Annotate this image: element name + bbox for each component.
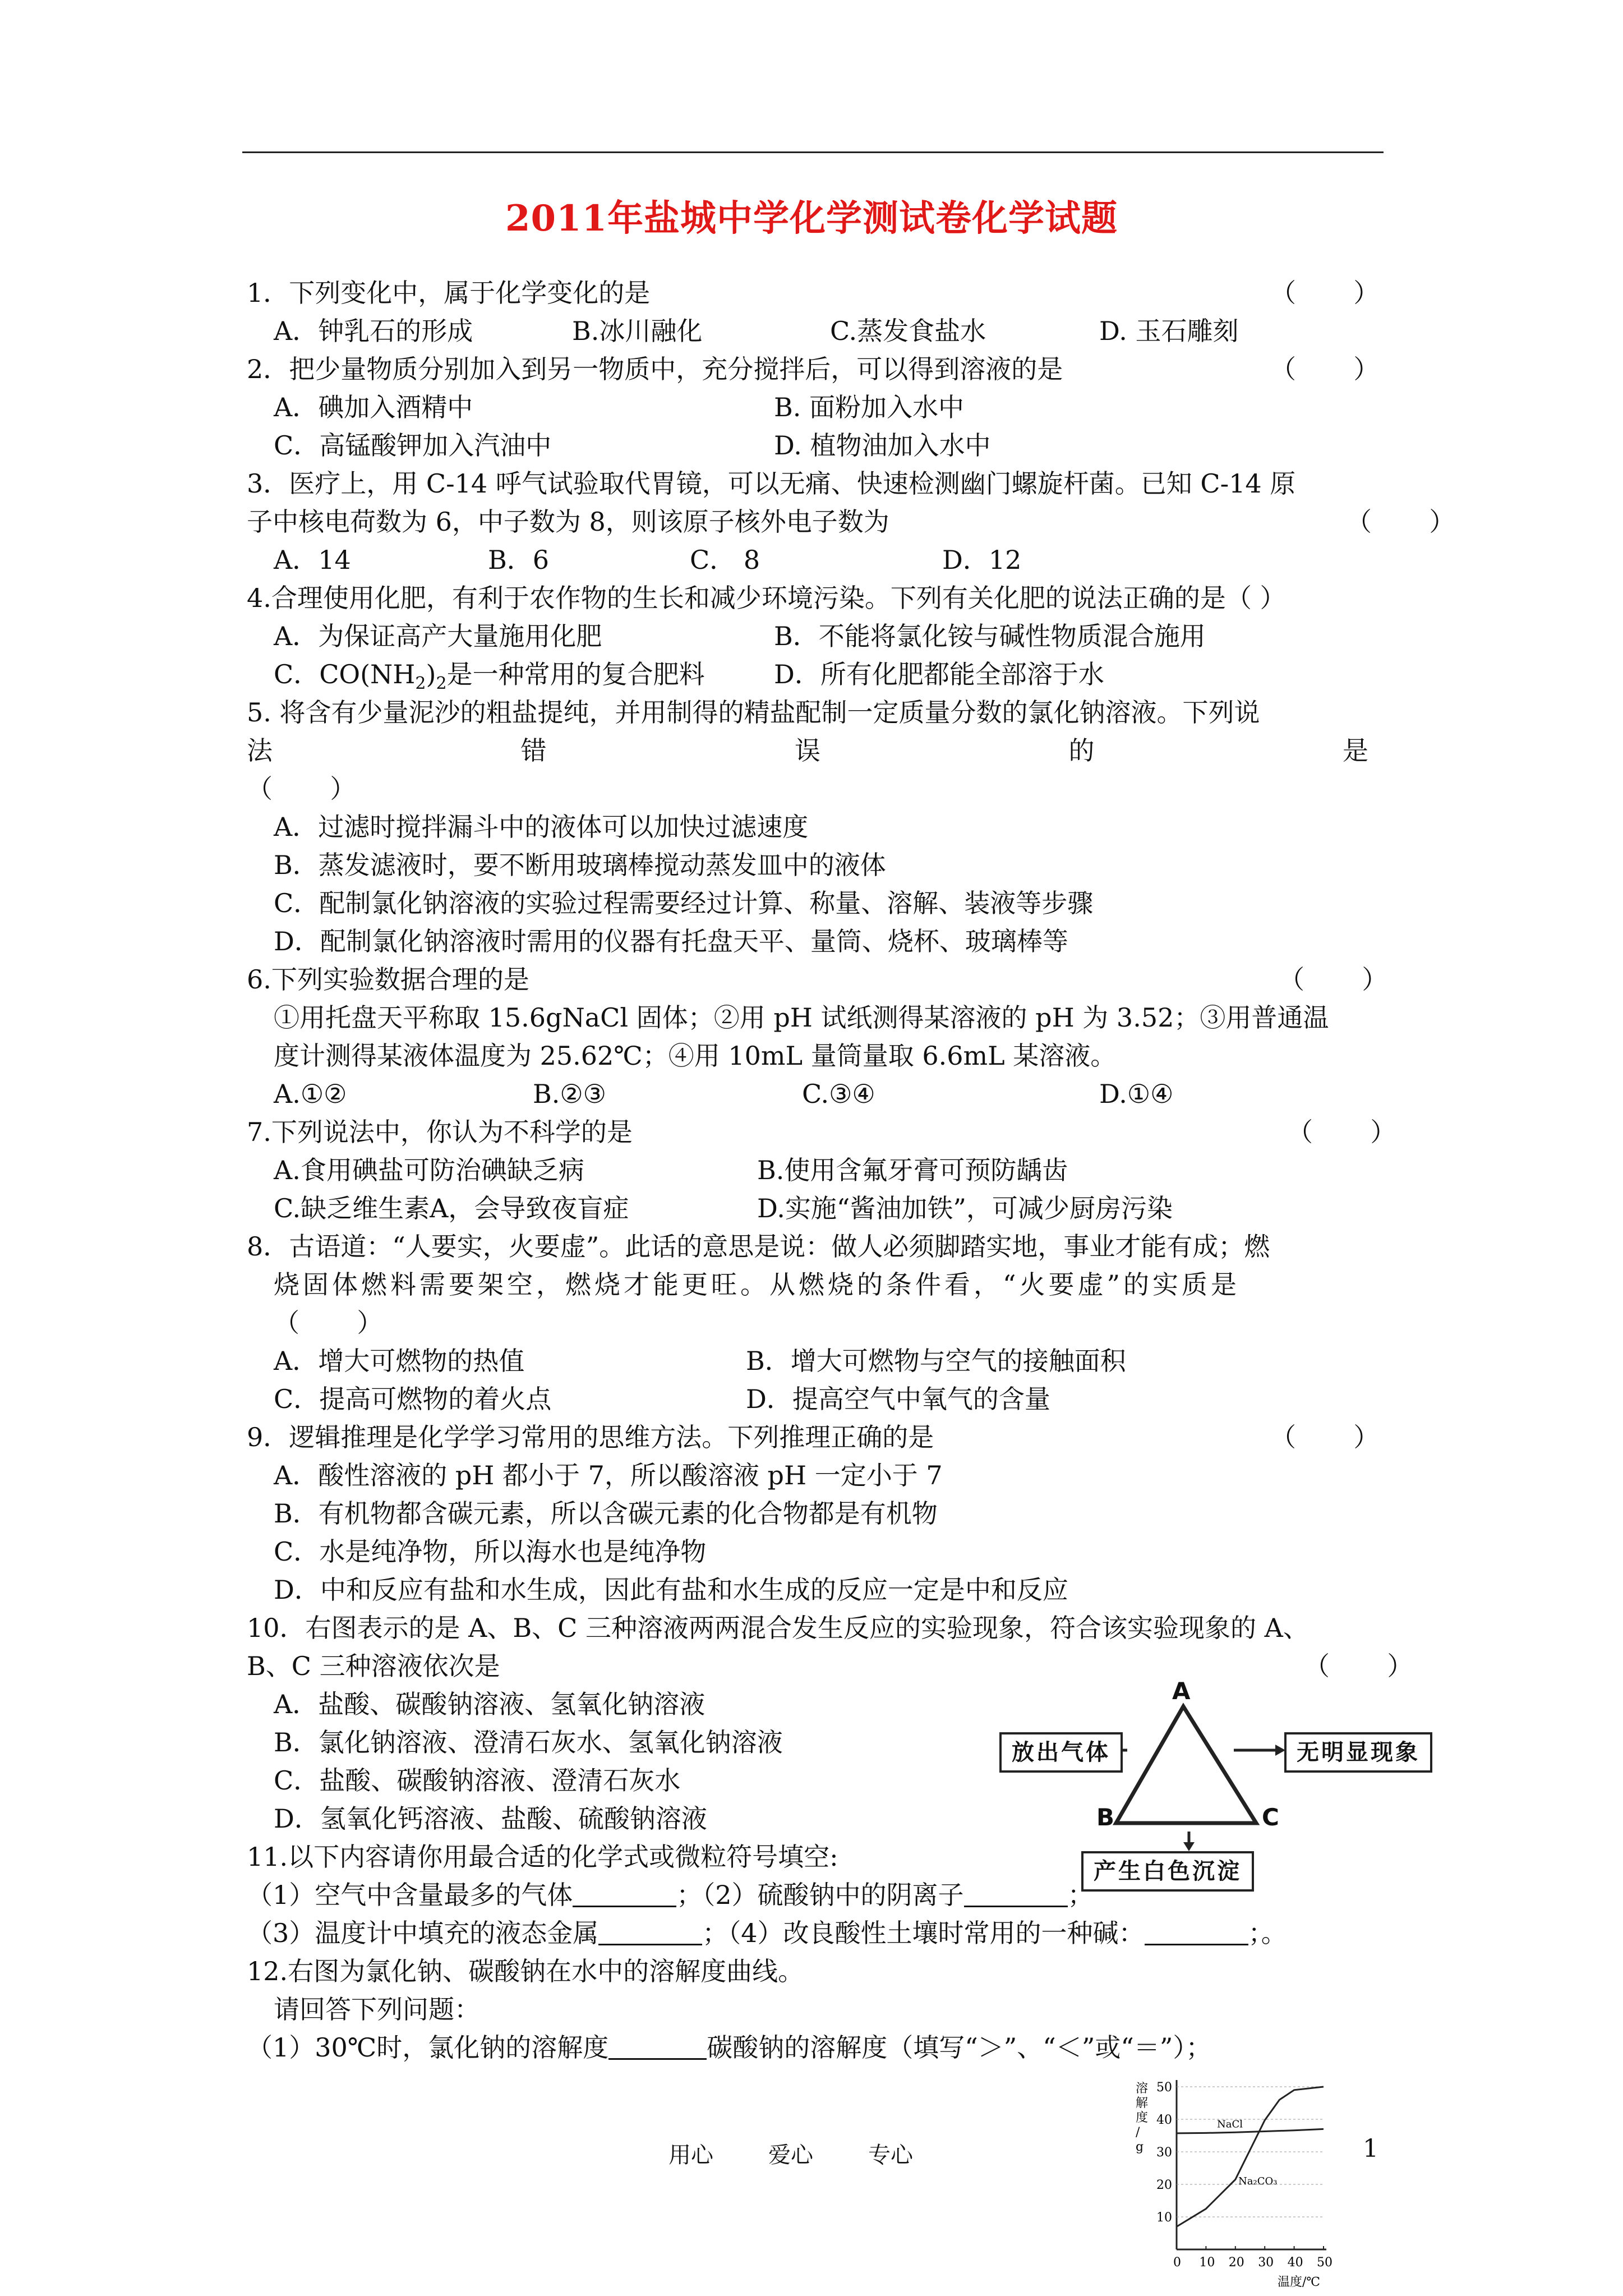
q4-c-end: 是一种常用的复合肥料: [446, 659, 705, 689]
series-line-0: [1177, 2129, 1324, 2133]
q2-stem: 2．把少量物质分别加入到另一物质中，充分搅拌后，可以得到溶液的是: [247, 354, 1063, 384]
q4-option-b: B．不能将氯化铵与碱性物质混合施用: [774, 621, 1206, 651]
q2-option-b: B. 面粉加入水中: [774, 392, 965, 422]
q6-option-b: B.②③: [533, 1079, 606, 1109]
q11-part4: ；（4）改良酸性土壤时常用的一种碱：: [702, 1918, 1145, 1948]
q8-stem-line2: 烧固体燃料需要架空，燃烧才能更旺。从燃烧的条件看，“火要虚”的实质是: [274, 1269, 1241, 1300]
chart-ylabel-5: g: [1136, 2140, 1144, 2154]
q3-option-c: C． 8: [690, 545, 760, 575]
x-tick-label-2: 20: [1228, 2256, 1244, 2270]
q12-sub: 请回答下列问题：: [274, 1994, 480, 2024]
x-tick-label-3: 30: [1258, 2256, 1274, 2270]
y-tick-label-0: 10: [1156, 2211, 1172, 2225]
q7-option-b: B.使用含氟牙膏可预防龋齿: [757, 1155, 1068, 1185]
x-tick-label-4: 40: [1287, 2256, 1303, 2270]
q11-blank-3[interactable]: [598, 1919, 702, 1945]
chart-ylabel-2: 解: [1136, 2096, 1149, 2110]
diagram-label-c: C: [1262, 1803, 1279, 1831]
q8-option-a: A．增大可燃物的热值: [274, 1346, 525, 1376]
q2-option-d: D. 植物油加入水中: [774, 430, 991, 461]
q6-option-a: A.①②: [274, 1079, 347, 1109]
series-line-1: [1177, 2087, 1324, 2226]
q6-stem: 6.下列实验数据合理的是: [247, 964, 529, 995]
q6-paren: （ ）: [1279, 964, 1388, 995]
q7-option-c: C.缺乏维生素A，会导致夜盲症: [274, 1193, 629, 1223]
q11-part3: （3）温度计中填充的液态金属: [247, 1918, 599, 1948]
q8-option-d: D．提高空气中氧气的含量: [746, 1384, 1050, 1414]
q10-stem-line1: 10．右图表示的是 A、B、C 三种溶液两两混合发生反应的实验现象，符合该实验现象的 A、: [247, 1613, 1309, 1643]
q4-stem: 4.合理使用化肥，有利于农作物的生长和减少环境污染。下列有关化肥的说法正确的是（ ）: [247, 583, 1286, 613]
q5-stem-line2: [247, 734, 1368, 767]
q12-part1-rest: 碳酸钠的溶解度（填写“＞”、“＜”或“＝”）；: [707, 2032, 1212, 2063]
q5-word-5: 是: [1343, 735, 1368, 766]
q2-paren: （ ）: [1270, 354, 1380, 384]
q11-line2: [247, 1916, 1287, 1950]
q9-option-a: A．酸性溶液的 pH 都小于 7，所以酸溶液 pH 一定小于 7: [274, 1460, 943, 1490]
q5-word-2: 错: [520, 735, 547, 766]
q6-body-line1: ①用托盘天平称取 15.6gNaCl 固体；②用 pH 试纸测得某溶液的 pH 为 3.52；③用普通温: [274, 1002, 1329, 1033]
q6-option-c: C.③④: [802, 1079, 875, 1109]
q12-part1-text: （1）30℃时，氯化钠的溶解度: [247, 2032, 609, 2063]
q1-option-d: D. 玉石雕刻: [1099, 316, 1239, 346]
q8-stem-line1: 8．古语道：“人要实，火要虚”。此话的意思是说：做人必须脚踏实地，事业才能有成；燃: [247, 1231, 1270, 1262]
q4-c-sub2: 2: [436, 674, 447, 693]
x-tick-label-5: 50: [1317, 2256, 1332, 2270]
q10-option-a: A．盐酸、碳酸钠溶液、氢氧化钠溶液: [274, 1689, 706, 1719]
q4-c-sub: 2: [415, 674, 426, 693]
series-label-1: Na₂CO₃: [1238, 2175, 1278, 2187]
q1-paren: （ ）: [1270, 278, 1380, 308]
box-white-precipitate: 产生白色沉淀: [1081, 1851, 1254, 1892]
x-tick-label-0: 0: [1173, 2256, 1181, 2270]
arrow-down-head: [1183, 1842, 1195, 1851]
diagram-label-b: B: [1096, 1803, 1115, 1831]
q11-blank-4[interactable]: [1145, 1919, 1248, 1945]
footer-right: 专心: [868, 2142, 913, 2168]
q5-option-a: A．过滤时搅拌漏斗中的液体可以加快过滤速度: [274, 812, 809, 842]
q6-option-d: D.①④: [1099, 1079, 1174, 1109]
q1-option-c: C.蒸发食盐水: [830, 316, 986, 346]
q3-stem-line1: 3．医疗上，用 C-14 呼气试验取代胃镜，可以无痛、快速检测幽门螺旋杆菌。已知 C-14 原: [247, 468, 1296, 499]
q10-stem-line2: B、C 三种溶液依次是: [247, 1651, 500, 1681]
q11-part4-end: ；。: [1248, 1918, 1287, 1948]
box-no-phenomenon: 无明显现象: [1284, 1732, 1432, 1773]
q2-option-a: A．碘加入酒精中: [274, 392, 473, 422]
q9-paren: （ ）: [1270, 1422, 1380, 1452]
y-tick-label-2: 30: [1156, 2146, 1172, 2160]
y-tick-label-1: 20: [1156, 2178, 1172, 2192]
q4-option-d: D．所有化肥都能全部溶于水: [774, 659, 1104, 689]
q8-paren: （ ）: [274, 1308, 383, 1338]
header-rule: [242, 151, 1384, 153]
q7-option-a: A.食用碘盐可防治碘缺乏病: [274, 1155, 584, 1185]
q1-option-a: A．钟乳石的形成: [274, 316, 473, 346]
series-label-0: NaCl: [1217, 2118, 1243, 2131]
q11-part2-end: ；: [1067, 1880, 1094, 1910]
q6-body-line2: 度计测得某液体温度为 25.62℃；④用 10mL 量筒量取 6.6mL 某溶液。: [274, 1041, 1117, 1071]
q4-c-pre: C．CO(NH: [274, 659, 416, 689]
q11-part1: （1）空气中含量最多的气体: [247, 1880, 573, 1910]
q1-stem: 1．下列变化中，属于化学变化的是: [247, 278, 651, 308]
diagram-label-a: A: [1172, 1677, 1191, 1705]
box-gas-released: 放出气体: [999, 1732, 1123, 1773]
q7-paren: （ ）: [1287, 1117, 1396, 1147]
y-tick-label-4: 50: [1156, 2081, 1172, 2095]
q1-option-b: B.冰川融化: [572, 316, 703, 346]
chart-ylabel-1: 溶: [1136, 2082, 1149, 2096]
q5-word-1: 法: [247, 735, 273, 766]
chart-xlabel: 温度/℃: [1278, 2275, 1321, 2289]
chart-ylabel-3: 度: [1136, 2111, 1149, 2125]
q7-stem: 7.下列说法中，你认为不科学的是: [247, 1117, 633, 1147]
q3-stem-line2: 子中核电荷数为 6，中子数为 8，则该原子核外电子数为: [247, 507, 889, 537]
q11-stem: 11.以下内容请你用最合适的化学式或微粒符号填空:: [247, 1842, 838, 1872]
q3-option-b: B．6: [488, 545, 550, 575]
solubility-chart: [1127, 2070, 1363, 2289]
q8-option-b: B．增大可燃物与空气的接触面积: [746, 1346, 1126, 1376]
x-tick-label-1: 10: [1199, 2256, 1215, 2270]
q2-option-c: C．高锰酸钾加入汽油中: [274, 430, 552, 461]
q5-option-c: C．配制氯化钠溶液的实验过程需要经过计算、称量、溶解、装液等步骤: [274, 888, 1094, 918]
q5-word-4: 的: [1068, 735, 1095, 766]
q11-blank-1[interactable]: [573, 1881, 676, 1907]
page-number: 1: [1363, 2134, 1378, 2163]
page-title: 2011年盐城中学化学测试卷化学试题: [505, 197, 1118, 240]
q9-option-c: C．水是纯净物，所以海水也是纯净物: [274, 1536, 707, 1567]
footer-mid: 爱心: [768, 2142, 813, 2168]
q12-blank-1[interactable]: [608, 2033, 707, 2060]
q7-option-d: D.实施“酱油加铁”，可减少厨房污染: [757, 1193, 1173, 1223]
q4-option-a: A．为保证高产大量施用化肥: [274, 621, 602, 651]
q8-option-c: C．提高可燃物的着火点: [274, 1384, 552, 1414]
q10-paren: （ ）: [1304, 1651, 1413, 1681]
chart-ylabel-4: /: [1136, 2125, 1140, 2139]
q12-stem: 12.右图为氯化钠、碳酸钠在水中的溶解度曲线。: [247, 1956, 804, 1986]
q5-option-b: B．蒸发滤液时，要不断用玻璃棒搅动蒸发皿中的液体: [274, 850, 886, 880]
q5-stem-line1: 5. 将含有少量泥沙的粗盐提纯，并用制得的精盐配制一定质量分数的氯化钠溶液。下列说: [247, 697, 1260, 728]
q10-option-c: C．盐酸、碳酸钠溶液、澄清石灰水: [274, 1765, 681, 1796]
y-tick-label-3: 40: [1156, 2113, 1172, 2127]
q11-blank-2[interactable]: [964, 1881, 1068, 1907]
q3-option-a: A．14: [274, 545, 351, 575]
q11-part2: ；（2）硫酸钠中的阴离子: [676, 1880, 964, 1910]
q12-part1: [247, 2031, 1211, 2064]
q10-option-d: D．氢氧化钙溶液、盐酸、硫酸钠溶液: [274, 1803, 707, 1834]
q4-option-c: [274, 657, 705, 701]
q9-option-d: D．中和反应有盐和水生成，因此有盐和水生成的反应一定是中和反应: [274, 1575, 1068, 1605]
q11-line1: [247, 1878, 1094, 1912]
footer-left: 用心: [668, 2142, 713, 2168]
q3-option-d: D．12: [942, 545, 1022, 575]
q5-option-d: D．配制氯化钠溶液时需用的仪器有托盘天平、量筒、烧杯、玻璃棒等: [274, 926, 1068, 956]
q3-paren: （ ）: [1346, 507, 1455, 537]
q4-c-post: ): [426, 659, 436, 689]
q5-word-3: 误: [795, 735, 820, 766]
q10-option-b: B．氯化钠溶液、澄清石灰水、氢氧化钠溶液: [274, 1727, 783, 1757]
q9-option-b: B．有机物都含碳元素，所以含碳元素的化合物都是有机物: [274, 1498, 938, 1529]
q9-stem: 9．逻辑推理是化学学习常用的思维方法。下列推理正确的是: [247, 1422, 934, 1452]
q5-paren: （ ）: [247, 774, 356, 804]
